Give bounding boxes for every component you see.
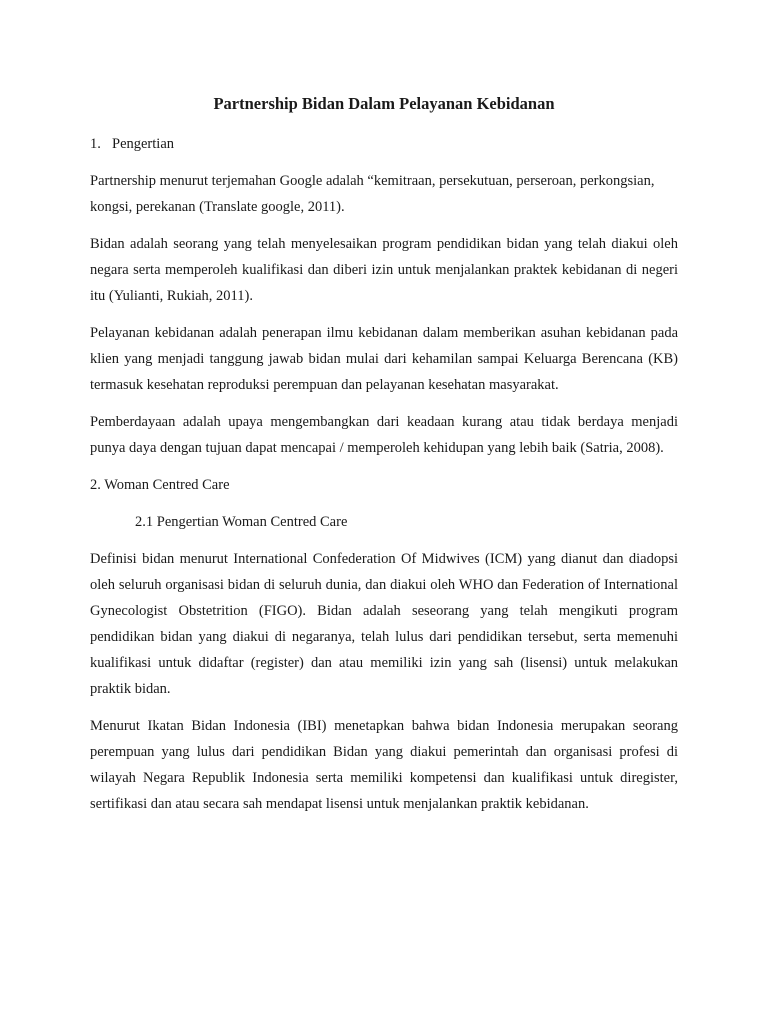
section-heading-pengertian [90, 131, 678, 157]
section-number: 1. [90, 136, 101, 152]
paragraph-partnership: Partnership menurut terjemahan Google adalah “kemitraan, persekutuan, perseroan, perkongsian, kongsi, perekanan (Translate google, 2011). [90, 173, 655, 215]
subsection-heading-pengertian-wcc: 2.1 Pengertian Woman Centred Care [135, 514, 348, 530]
document-page [90, 90, 678, 828]
section-heading-woman-centred-care: 2. Woman Centred Care [90, 477, 230, 493]
document-title: Partnership Bidan Dalam Pelayanan Kebidanan [213, 94, 555, 113]
paragraph-bidan: Bidan adalah seorang yang telah menyelesaikan program pendidikan bidan yang telah diakui oleh negara serta memperoleh kualifikasi dan diberi izin untuk menjalankan praktek kebidanan di negeri itu (Yulianti, Rukiah, 2011). [90, 236, 678, 304]
paragraph-ibi: Menurut Ikatan Bidan Indonesia (IBI) menetapkan bahwa bidan Indonesia merupakan seorang perempuan yang lulus dari pendidikan Bidan yang diakui pemerintah dan organisasi profesi di wilayah Negara Republik Indonesia serta memiliki kompetensi dan kualifikasi untuk diregister, sertifikasi dan atau secara sah mendapat lisensi untuk menjalankan praktik kebidanan. [90, 718, 678, 812]
paragraph-definisi-bidan: Definisi bidan menurut International Confederation Of Midwives (ICM) yang dianut dan diadopsi oleh seluruh organisasi bidan di seluruh dunia, dan diakui oleh WHO dan Federation of International Gynecologist Obstetrition (FIGO). Bidan adalah seseorang yang telah mengikuti program pendidikan bidan yang diakui di negaranya, telah lulus dari pendidikan tersebut, serta memenuhi kualifikasi untuk didaftar (register) dan atau memiliki izin yang sah (lisensi) untuk melakukan praktik bidan. [90, 551, 678, 697]
paragraph-pelayanan: Pelayanan kebidanan adalah penerapan ilmu kebidanan dalam memberikan asuhan kebidanan pada klien yang menjadi tanggung jawab bidan mulai dari kehamilan sampai Keluarga Berencana (KB) termasuk kesehatan reproduksi perempuan dan pelayanan kesehatan masyarakat. [90, 325, 678, 393]
paragraph-pemberdayaan: Pemberdayaan adalah upaya mengembangkan dari keadaan kurang atau tidak berdaya menjadi punya daya dengan tujuan dapat mencapai / memperoleh kehidupan yang lebih baik (Satria, 2008). [90, 414, 678, 456]
section-label: Pengertian [112, 136, 175, 152]
